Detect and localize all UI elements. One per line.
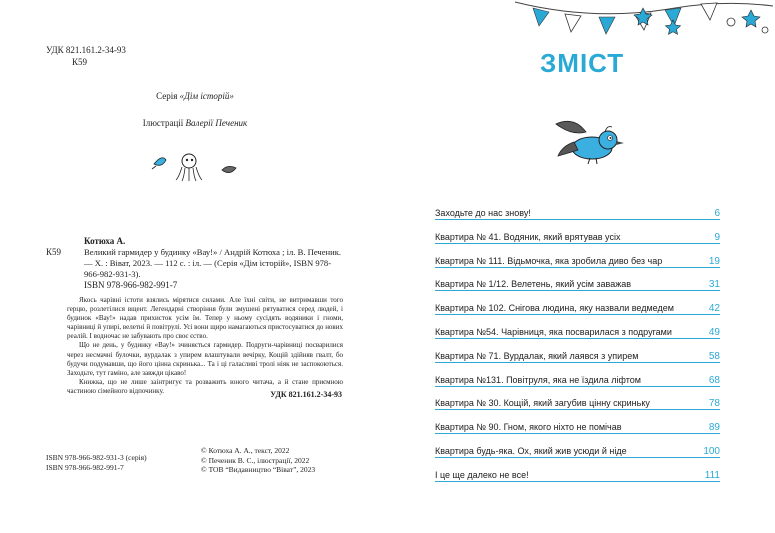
udk-line: УДК 821.161.2-34-93 <box>46 45 126 55</box>
book-abstract <box>67 296 343 396</box>
contents-title: ЗМІСТ <box>540 48 625 78</box>
toc-entry-title: Квартира № 1/12. Велетень, який усім заважав <box>435 279 632 290</box>
toc-entry-title: Квартира № 102. Снігова людина, яку назвали ведмедем <box>435 303 674 314</box>
toc-leader-line <box>435 243 720 244</box>
abstract-paragraph: Книжка, що не лише заінтригує та розважить юного читача, а й стане приємною частиною сімейного відпочинку. <box>67 377 343 395</box>
toc-entry-title: Квартира № 41. Водяник, який врятував усіх <box>435 231 621 242</box>
toc-entry-page: 49 <box>708 326 720 338</box>
toc-entry <box>435 417 720 441</box>
toc-entry-page: 68 <box>708 374 720 386</box>
toc-entry <box>435 274 720 298</box>
toc-leader-line <box>435 409 720 410</box>
bird-illustration <box>550 112 630 172</box>
toc-entry-title: Квартира №131. Повітруля, яка не їздила ліфтом <box>435 374 641 385</box>
illustrations-line <box>0 118 390 128</box>
toc-entry-page: 9 <box>714 231 720 243</box>
toc-entry <box>435 298 720 322</box>
toc-entry-page: 100 <box>703 445 720 457</box>
toc-leader-line <box>435 433 720 434</box>
toc-entry-page: 42 <box>708 303 720 315</box>
illustrator-name: Валерії Печеник <box>185 118 248 128</box>
copyright-line: © Котюха А. А., текст, 2022 <box>201 446 290 455</box>
toc-leader-line <box>435 290 720 291</box>
toc-entry-title: Квартира будь-яка. Ох, який жив усюди й ніде <box>435 445 627 456</box>
toc-entry-title: І це ще далеко не все! <box>435 469 529 480</box>
table-of-contents <box>435 203 720 489</box>
udk-block <box>46 44 126 68</box>
catalog-code-line: К59 <box>72 57 88 67</box>
catalog-code: К59 <box>46 247 62 257</box>
toc-entry <box>435 393 720 417</box>
toc-entry-page: 78 <box>708 398 720 410</box>
toc-leader-line <box>435 314 720 315</box>
toc-entry-title: Заходьте до нас знову! <box>435 208 531 218</box>
illustrations-prefix: Ілюстрації <box>142 118 186 128</box>
toc-entry <box>435 203 720 227</box>
isbn-book-line: ISBN 978-966-982-991-7 <box>46 462 124 472</box>
toc-leader-line <box>435 481 720 482</box>
series-line <box>0 91 390 101</box>
toc-entry-title: Квартира № 30. Кощій, який загубив цінну скриньку <box>435 398 650 409</box>
toc-entry-title: Квартира №54. Чарівниця, яка посварилася з подругами <box>435 326 672 337</box>
toc-entry <box>435 227 720 251</box>
catalog-isbn: ISBN 978-966-982-991-7 <box>84 280 178 290</box>
isbn-series-line: ISBN 978-966-982-931-3 (серія) <box>46 453 147 462</box>
series-name: «Дім історій» <box>179 91 234 101</box>
toc-entry-title: Квартира № 111. Відьмочка, яка зробила диво без чар <box>435 255 663 266</box>
toc-leader-line <box>435 338 720 339</box>
toc-entry-page: 89 <box>708 422 720 434</box>
toc-entry <box>435 441 720 465</box>
series-prefix: Серія <box>156 91 180 101</box>
toc-entry-page: 6 <box>714 208 720 219</box>
toc-entry-page: 111 <box>704 469 720 481</box>
toc-leader-line <box>435 457 720 458</box>
toc-entry <box>435 465 720 489</box>
copyright-line: © Печеник В. С., ілюстрації, 2022 <box>201 455 310 465</box>
isbn-block <box>46 453 147 472</box>
toc-entry-page: 58 <box>708 350 720 362</box>
toc-entry <box>435 370 720 394</box>
toc-entry <box>435 322 720 346</box>
abstract-paragraph: Що не день, у будинку «Вау!» зчиняється гармидер. Подруги-чарівниці посварилися через несмачні булочки, вурдалак з упирем влаштували вечірку, Кощій здійняв гвалт, бо будучи подумавши, що його цінна скринька... Та і ці галасливі тролі ніяк не заспокоються. Заходьте, тут гаміно, але завжди цікаво! <box>67 341 343 377</box>
decorative-creatures-illustration <box>148 150 268 190</box>
toc-entry <box>435 346 720 370</box>
toc-entry <box>435 251 720 275</box>
copyright-block <box>201 446 315 475</box>
toc-leader-line <box>435 386 720 387</box>
toc-entry-title: Квартира № 90. Гном, якого ніхто не помічав <box>435 422 622 433</box>
toc-entry-page: 31 <box>708 279 720 291</box>
copyright-line: © ТОВ “Видавництво “Віват”, 2023 <box>201 465 316 474</box>
toc-entry-title: Квартира № 71. Вурдалак, який лаявся з упирем <box>435 350 639 361</box>
catalog-entry: Великий гармидер у будинку «Вау!» / Андрій Котюха ; іл. В. Печеник. — Х. : Віват, 2023. — 112 с. : іл. — (Серія «Дім історій», ISBN 978-966-982-931-3). <box>84 247 342 279</box>
toc-leader-line <box>435 219 720 220</box>
udk-bottom: УДК 821.161.2-34-93 <box>270 390 342 399</box>
toc-entry-page: 19 <box>708 255 720 267</box>
abstract-paragraph: Якось чарівні істоти взялись мірятися силами. Але їхні світи, не витримавши того герцю, розлетілися вщент. Легендарні створіння були змушені рятуватися серед людей, і будинок «Вау!» надав прихисток усім їм. Тепер у ньому сусідять водяники і гноми, чарівниці й упирі, велетні й повітрулі. Усі вони щиро намагаються пристосуватися до нових реалій. І водночас не забувають про своє єство. <box>67 296 343 341</box>
toc-leader-line <box>435 362 720 363</box>
catalog-author: Котюха А. <box>84 236 126 246</box>
toc-leader-line <box>435 267 720 268</box>
catalog-record <box>46 236 346 291</box>
bunting-garland-illustration <box>505 0 775 40</box>
